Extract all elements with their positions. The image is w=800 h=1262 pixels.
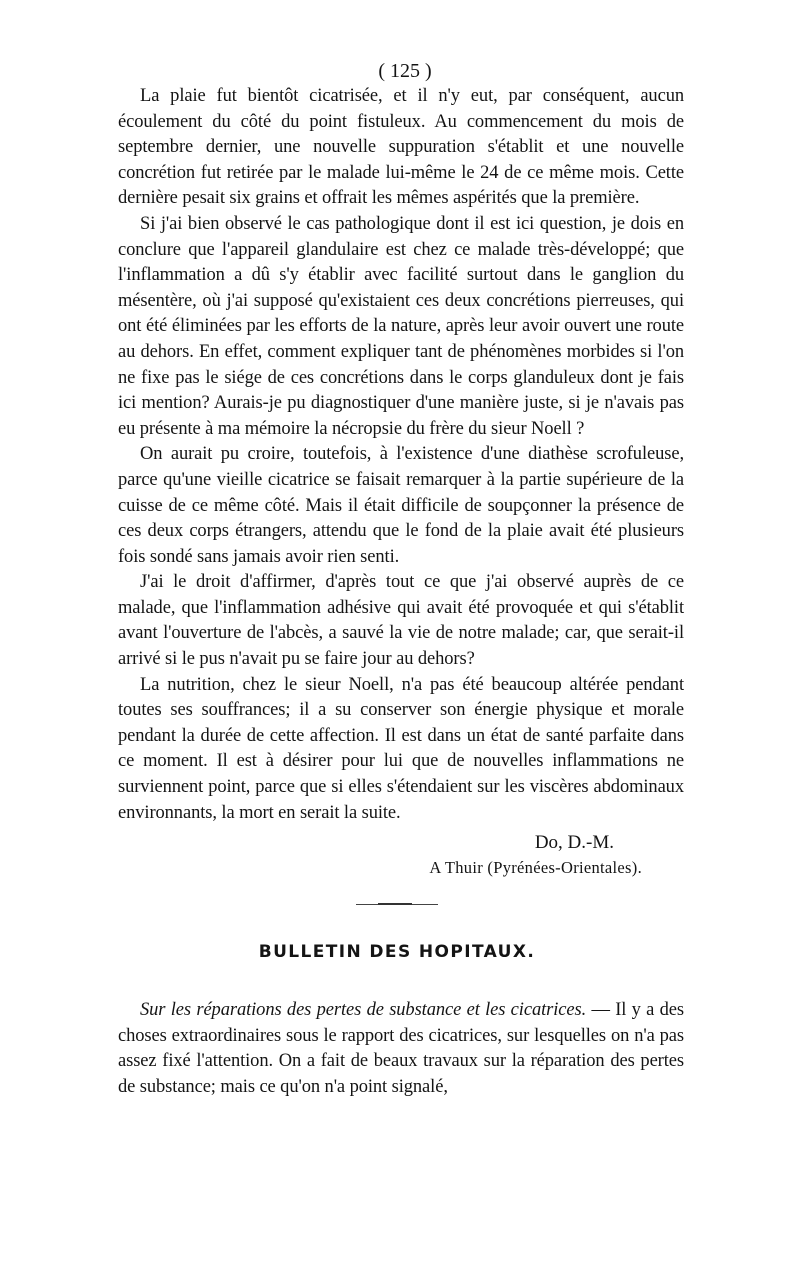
author-signature: Do, D.-M.	[534, 832, 614, 854]
section-paragraph	[118, 998, 684, 1100]
document-page	[118, 58, 684, 1101]
paragraph-2: Si j'ai bien observé le cas pathologique dont il est ici question, je dois en conclure que l'appareil glandulaire est chez ce malade très-développé; que l'inflammation a dû s'y établir avec facilité surtout dans le ganglion du mésentère, où j'ai supposé qu'existaient ces deux concrétions pierreuses, qui ont été éliminées par les efforts de la nature, après leur avoir ouvert une route au dehors. En effet, comment expliquer tant de phénomènes morbides si l'on ne fixe pas le siége de ces concrétions dans le corps glanduleux dont je fais ici mention? Aurais-je pu diagnostiquer d'une manière juste, si je n'avais pas eu présente à ma mémoire la nécropsie du frère du sieur Noell ?	[118, 213, 684, 439]
section-lead-italic: Sur les réparations des pertes de substance et les cicatrices.	[140, 1000, 587, 1021]
section-title: BULLETIN DES HOPITAUX.	[258, 942, 536, 963]
section-divider	[118, 894, 684, 914]
paragraph-4: J'ai le droit d'affirmer, d'après tout ce que j'ai observé auprès de ce malade, que l'inflammation adhésive qui avait été provoquée et qui s'établit avant l'ouverture de l'abcès, a sauvé la vie de notre malade; car, que serait-il arrivé si le pus n'avait pu se faire jour au dehors?	[118, 572, 684, 670]
page-number: ( 125 )	[378, 60, 432, 82]
section-text: Il y a des choses extraordinaires sous le rapport des cicatrices, sur lesquelles on n'a pas assez fixé l'attention. On a fait de beaux travaux sur la réparation des pertes de substance; mais ce qu'on n'a point signalé,	[118, 1000, 684, 1097]
section-lead-dash: —	[586, 1000, 610, 1021]
paragraph-3: On aurait pu croire, toutefois, à l'existence d'une diathèse scrofuleuse, parce qu'une vieille cicatrice se faisait remarquer à la partie supérieure de la cuisse de ce même côté. Mais il était difficile de soupçonner la présence de ces deux corps étrangers, attendu que le fond de la plaie avait été plusieurs fois sondé sans jamais avoir rien senti.	[118, 444, 684, 567]
divider-rule	[356, 904, 438, 905]
paragraph-5: La nutrition, chez le sieur Noell, n'a pas été beaucoup altérée pendant toutes ses souffrances; il a su conserver son énergie physique et morale pendant la durée de cette affection. Il est dans un état de santé parfaite dans ce moment. Il est à désirer pour lui que de nouvelles inflammations ne surviennent point, parce que si elles s'étendaient sur les viscères abdominaux environnants, la mort en serait la suite.	[118, 674, 684, 823]
author-location: A Thuir (Pyrénées-Orientales).	[429, 858, 642, 878]
paragraph-1: La plaie fut bientôt cicatrisée, et il n'y eut, par conséquent, aucun écoulement du côté du point fistuleux. Au commencement du mois de septembre dernier, une nouvelle suppuration s'établit et une nouvelle concrétion fut retirée par le malade lui-même le 24 de ce même mois. Cette dernière pesait six grains et offrait les mêmes aspérités que la première.	[118, 86, 684, 209]
